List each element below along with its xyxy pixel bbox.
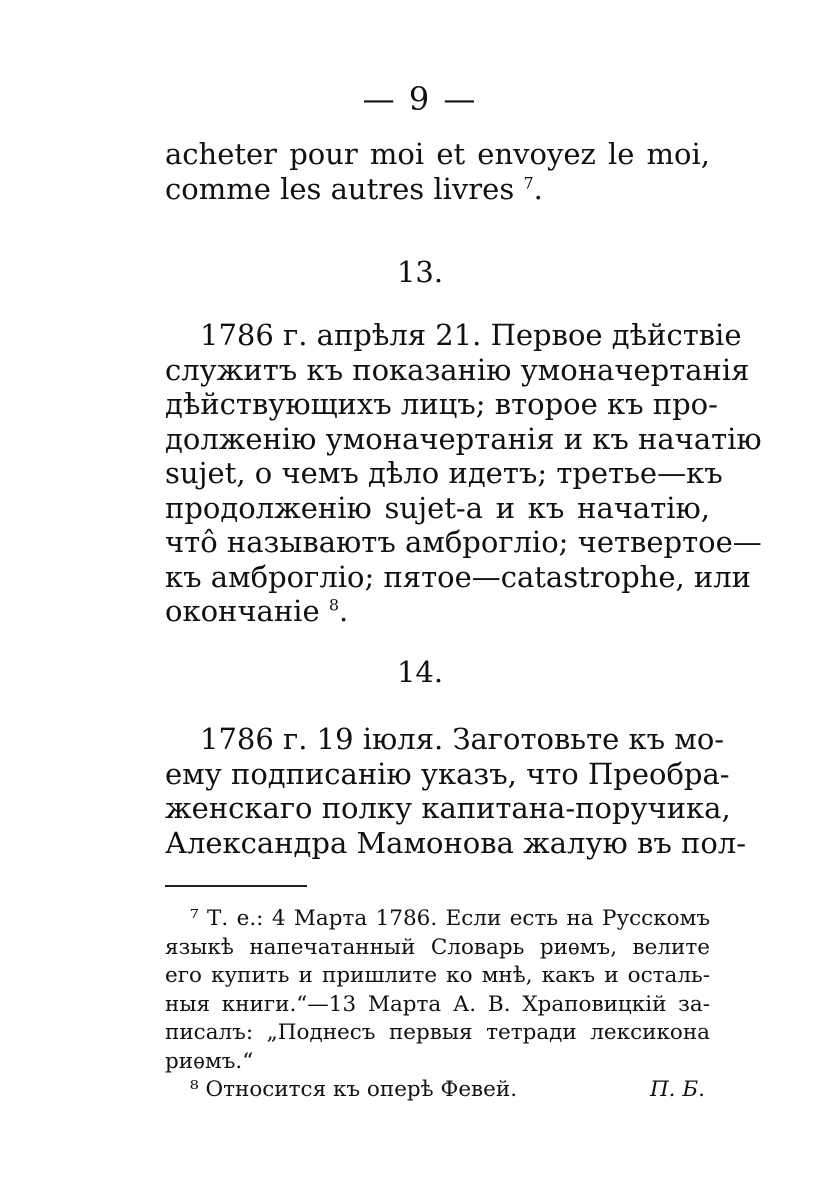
text-line: окончаніе $^8$. bbox=[165, 594, 349, 628]
entry-14-paragraph bbox=[165, 722, 747, 860]
page-number: — 9 — bbox=[362, 80, 478, 118]
text-line: служитъ къ показанію умоначертанія bbox=[165, 352, 750, 387]
footnote-marker: ⁸ bbox=[190, 1077, 199, 1102]
text-line: 1786 г. 19 іюля. Заготовьте къ мо- bbox=[200, 722, 725, 756]
text-line: къ амброгліо; пятое—catastrophe, или bbox=[165, 559, 752, 594]
footnote-marker: ⁷ bbox=[190, 906, 199, 931]
text-line: что̂ называютъ амброгліо; четвертое— bbox=[165, 525, 762, 559]
footnote-line: ⁷ Т. е.: 4 Марта 1786. Если есть на Русскомъ bbox=[190, 906, 710, 931]
footnote-line: языкѣ напечатанный Словарь риѳмъ, велите bbox=[165, 934, 710, 960]
text-line: 1786 г. апрѣля 21. Первое дѣйствіе bbox=[200, 318, 742, 352]
text-line: Александра Мамонова жалую въ пол- bbox=[165, 825, 747, 860]
text-line: sujet, о чемъ дѣло идетъ; третье—къ bbox=[165, 456, 723, 490]
text-line: женскаго полку капитана-поручика, bbox=[165, 791, 731, 825]
footnote-line: писалъ: „Поднесъ первыя тетради лексикона bbox=[165, 1020, 710, 1045]
footnote-7 bbox=[165, 905, 710, 1076]
footnote-ref-8: 8 bbox=[328, 595, 340, 615]
footnote-ref-7: 7 bbox=[523, 172, 534, 192]
footnote-line: риѳмъ.“ bbox=[165, 1048, 254, 1074]
entry-number-13: 13. bbox=[396, 255, 444, 289]
editor-signature: П. Б. bbox=[649, 1077, 705, 1102]
text-line: ему подписанію указъ, что Преобра- bbox=[165, 756, 730, 791]
entry-13-paragraph bbox=[165, 318, 762, 629]
footnote-divider bbox=[165, 885, 307, 887]
entry-number-14: 14. bbox=[396, 655, 444, 689]
text-line: acheter pour moi et envoyez le moi, bbox=[165, 137, 710, 171]
footnotes bbox=[165, 905, 710, 1105]
text-line: дѣйствующихъ лицъ; второе къ про- bbox=[165, 387, 718, 421]
footnote-8 bbox=[165, 1076, 705, 1105]
continuation-paragraph bbox=[165, 137, 710, 206]
footnote-line: его купить и пришлите ко мнѣ, какъ и осталь- bbox=[165, 963, 710, 988]
text-line: долженію умоначертанія и къ начатію bbox=[165, 421, 762, 456]
footnote-line: ныя книги.“—13 Марта А. В. Храповицкій за- bbox=[165, 991, 710, 1017]
text-line: продолженію sujet-a и къ начатію, bbox=[165, 490, 710, 525]
footnote-line: ⁸ Относится къ оперѣ Февей. bbox=[190, 1077, 518, 1102]
text-line: comme les autres livres $^7$. bbox=[165, 171, 543, 206]
